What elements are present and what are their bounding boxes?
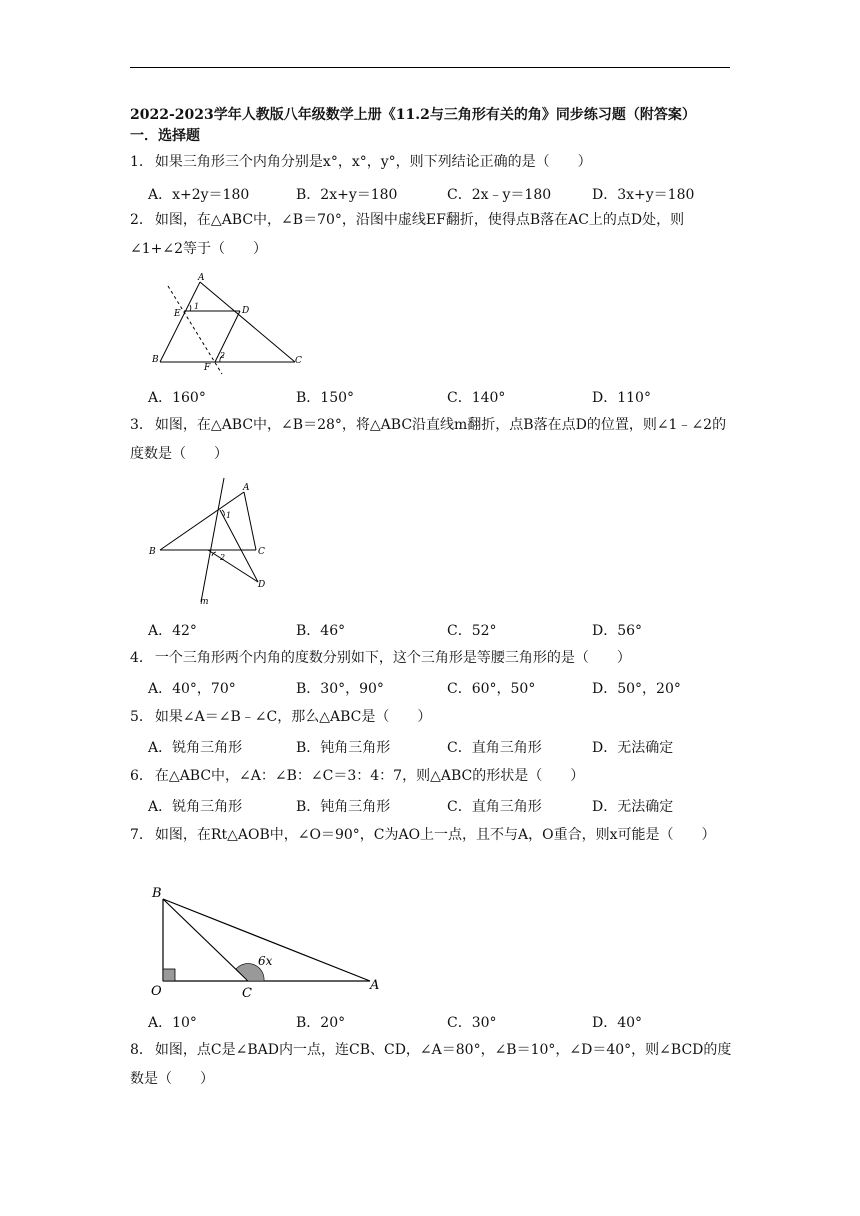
option-c[interactable]: C．直角三角形	[447, 799, 542, 815]
question-1	[130, 148, 735, 177]
label-d: D	[242, 306, 250, 316]
option-b[interactable]: B．20°	[296, 1015, 346, 1031]
label-b: B	[149, 547, 156, 557]
segment-ba	[160, 282, 200, 362]
option-b[interactable]: B．钝角三角形	[296, 799, 391, 815]
segment-fd	[208, 550, 258, 582]
question-6	[130, 762, 735, 791]
segment-bc	[163, 899, 248, 981]
question-3	[130, 411, 735, 469]
option-d[interactable]: D．40°	[592, 1015, 643, 1031]
option-c[interactable]: C．直角三角形	[447, 740, 542, 756]
question-number: 8．	[130, 1042, 153, 1058]
question-7	[130, 821, 735, 850]
label-b: B	[152, 355, 159, 365]
question-text: 一个三角形两个内角的度数分别如下，这个三角形是等腰三角形的是（ ）	[154, 650, 631, 666]
option-c[interactable]: C．30°	[447, 1015, 497, 1031]
option-b[interactable]: B．钝角三角形	[296, 740, 391, 756]
segment-df	[215, 311, 240, 362]
label-6x: 6x	[258, 954, 273, 968]
question-5	[130, 703, 735, 732]
question-2-options	[130, 387, 735, 409]
segment-ac	[244, 492, 256, 550]
figure-q3-triangle	[148, 472, 273, 607]
question-number: 3．	[130, 417, 153, 433]
option-a[interactable]: A．锐角三角形	[148, 740, 243, 756]
option-b[interactable]: B．46°	[296, 623, 346, 639]
document-title: 2022-2023学年人教版八年级数学上册《11.2与三角形有关的角》同步练习题（附答案）	[130, 107, 696, 123]
option-d[interactable]: D．无法确定	[592, 799, 674, 815]
label-c: C	[295, 356, 302, 366]
question-text: 如图，在△ABC中，∠B＝70°，沿图中虚线EF翻折，使得点B落在AC上的点D处，则∠1+∠2等于（ ）	[130, 212, 685, 257]
question-2	[130, 206, 735, 264]
option-b[interactable]: B．150°	[296, 390, 355, 406]
option-d[interactable]: D．无法确定	[592, 740, 674, 756]
question-1-options	[130, 184, 735, 206]
label-b: B	[152, 886, 162, 901]
question-text: 在△ABC中，∠A：∠B：∠C＝3：4：7，则△ABC的形状是（ ）	[154, 768, 585, 784]
question-4	[130, 644, 735, 673]
option-d[interactable]: D．3x+y＝180	[592, 187, 695, 203]
question-text: 如果∠A＝∠B﹣∠C，那么△ABC是（ ）	[154, 709, 432, 725]
question-8	[130, 1036, 735, 1094]
label-c: C	[258, 547, 265, 557]
label-m: m	[200, 597, 209, 607]
option-d[interactable]: D．110°	[592, 390, 651, 406]
option-a[interactable]: A．锐角三角形	[148, 799, 243, 815]
segment-ac	[200, 282, 295, 362]
label-e: E	[174, 309, 181, 319]
label-f: F	[204, 363, 211, 373]
option-a[interactable]: A．10°	[148, 1015, 197, 1031]
question-7-options	[130, 1012, 735, 1034]
label-angle-1: 1	[194, 302, 200, 311]
question-text: 如果三角形三个内角分别是x°，x°，y°，则下列结论正确的是（ ）	[154, 154, 592, 170]
right-angle-mark	[163, 969, 175, 981]
question-number: 1．	[130, 154, 153, 170]
label-a: A	[198, 273, 205, 283]
question-text: 如图，在Rt△AOB中，∠O＝90°，C为AO上一点，且不与A，O重合，则x可能是（ ）	[154, 827, 716, 843]
label-angle-1: 1	[226, 511, 232, 520]
segment-ba	[163, 899, 370, 981]
question-text: 如图，点C是∠BAD内一点，连CB、CD，∠A＝80°，∠B＝10°，∠D＝40°，则∠BCD的度数是（ ）	[130, 1042, 732, 1087]
label-angle-2: 2	[220, 351, 226, 360]
option-a[interactable]: A．40°，70°	[148, 681, 236, 697]
option-d[interactable]: D．56°	[592, 623, 643, 639]
label-d: D	[258, 580, 266, 590]
question-number: 5．	[130, 709, 153, 725]
option-c[interactable]: C．60°，50°	[447, 681, 536, 697]
question-3-options	[130, 620, 735, 642]
segment-d	[220, 510, 258, 582]
option-c[interactable]: C．52°	[447, 623, 497, 639]
label-a: A	[243, 483, 250, 493]
angle-1-arc	[190, 305, 191, 311]
question-number: 6．	[130, 768, 153, 784]
option-c[interactable]: C．140°	[447, 390, 506, 406]
question-number: 2．	[130, 212, 153, 228]
question-4-options	[130, 678, 735, 700]
fold-line-m	[201, 478, 224, 602]
option-d[interactable]: D．50°，20°	[592, 681, 681, 697]
option-a[interactable]: A．x+2y＝180	[148, 187, 250, 203]
option-c[interactable]: C．2x﹣y＝180	[447, 187, 552, 203]
question-5-options	[130, 737, 735, 759]
option-b[interactable]: B．2x+y＝180	[296, 187, 398, 203]
option-a[interactable]: A．160°	[148, 390, 206, 406]
question-text: 如图，在△ABC中，∠B＝28°，将△ABC沿直线m翻折，点B落在点D的位置，则∠1﹣∠2的度数是（ ）	[130, 417, 727, 462]
label-angle-2: 2	[220, 553, 226, 562]
header-rule	[130, 67, 730, 68]
question-6-options	[130, 796, 735, 818]
segment-ba	[160, 492, 244, 550]
figure-q7-right-triangle	[148, 885, 388, 1000]
label-a: A	[370, 978, 380, 993]
figure-q2-triangle	[150, 270, 310, 375]
question-number: 7．	[130, 827, 153, 843]
label-c: C	[242, 986, 252, 1001]
question-number: 4．	[130, 650, 153, 666]
option-b[interactable]: B．30°，90°	[296, 681, 384, 697]
label-o: O	[151, 984, 162, 999]
section-heading: 一．选择题	[130, 128, 200, 144]
option-a[interactable]: A．42°	[148, 623, 197, 639]
